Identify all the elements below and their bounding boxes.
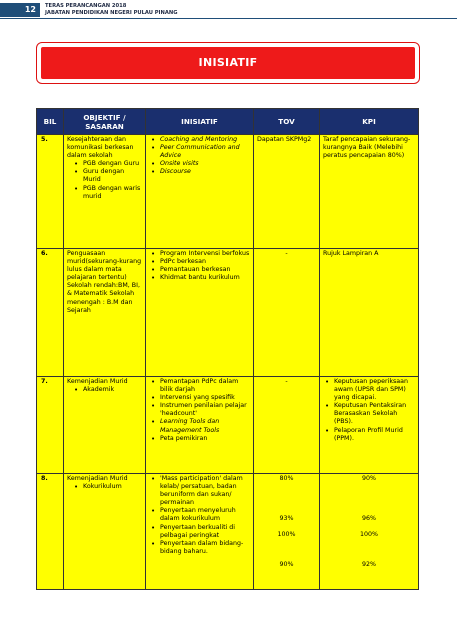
list-item: • PGB dengan Guru (67, 160, 142, 168)
list-item: • Peta pemikiran (149, 435, 250, 443)
table-row (37, 249, 419, 377)
cell-objektif: Penguasaan murid(sekurang-kurang lulus dalam mata pelajaran tertentu) Sekolah rendah:BM, BI, & Matematik Sekolah menengah : B.M dan Sejarah (64, 249, 146, 377)
cell-inisiatif (146, 249, 254, 377)
list-item: • Onsite visits (149, 160, 250, 168)
tov-value: 100% (277, 531, 296, 539)
cell-inisiatif (146, 135, 254, 249)
cell-kpi (320, 474, 419, 590)
page-title: INISIATIF (41, 47, 415, 79)
title-banner (36, 42, 420, 84)
kpi-value: 92% (362, 561, 376, 569)
kpi-value: 96% (362, 515, 376, 523)
cell-tov: - (254, 377, 320, 474)
cell-tov (254, 474, 320, 590)
cell-bil: 5. (37, 135, 64, 249)
list-item: • Penyertaan menyeluruh dalam kokurikulum (149, 507, 250, 523)
inisiatif-list (149, 475, 250, 556)
page-header (45, 3, 177, 16)
col-header-tov: TOV (254, 109, 320, 135)
list-item: • Intervensi yang spesifik (149, 394, 250, 402)
initiative-table (36, 108, 419, 590)
table-row (37, 377, 419, 474)
list-item: • Penyertaan berkualiti di pelbagai peringkat (149, 524, 250, 540)
table-row (37, 474, 419, 590)
list-item: • Keputusan peperiksaan awam (UPSR dan SPM) yang dicapai. (323, 378, 415, 402)
cell-kpi: Taraf pencapaian sekurang-kurangnya Baik (Melebihi peratus pencapaian 80%) (320, 135, 419, 249)
col-header-bil: BIL (37, 109, 64, 135)
kpi-value: 90% (362, 475, 376, 482)
list-item: • Program Intervensi berfokus (149, 250, 250, 258)
list-item: • Pemantauan berkesan (149, 266, 250, 274)
objektif-text: Kemenjadian Murid (67, 475, 128, 482)
list-item: • 'Mass participation' dalam kelab/ persatuan, badan beruniform dan sukan/ permainan (149, 475, 250, 507)
list-item: • Keputusan Pentaksiran Berasaskan Sekolah (PBS). (323, 402, 415, 426)
objektif-list (67, 160, 142, 200)
tov-value: 80% (279, 475, 294, 482)
kpi-list (323, 378, 415, 443)
list-item: • Khidmat bantu kurikulum (149, 274, 250, 282)
col-header-kpi: KPI (320, 109, 419, 135)
inisiatif-list (149, 250, 250, 282)
list-item: • PdPc berkesan (149, 258, 250, 266)
cell-kpi: Rujuk Lampiran A (320, 249, 419, 377)
list-item: • Penyertaan dalam bidang-bidang baharu. (149, 540, 250, 556)
cell-objektif (64, 377, 146, 474)
cell-objektif (64, 135, 146, 249)
objektif-text: Kesejahteraan dan komunikasi berkesan dalam sekolah (67, 136, 134, 160)
cell-bil: 8. (37, 474, 64, 590)
cell-tov: Dapatan SKPMg2 (254, 135, 320, 249)
objektif-list (67, 386, 142, 394)
cell-kpi (320, 377, 419, 474)
list-item: • Discourse (149, 168, 250, 176)
list-item: • PGB dengan waris murid (67, 185, 142, 201)
cell-bil: 7. (37, 377, 64, 474)
list-item: • Instrumen penilaian pelajar 'headcount' (149, 402, 250, 418)
objektif-list (67, 483, 142, 491)
list-item: • Coaching and Mentoring (149, 136, 250, 144)
objektif-text: Kemenjadian Murid (67, 378, 128, 385)
cell-inisiatif (146, 377, 254, 474)
inisiatif-list (149, 378, 250, 443)
col-header-inisiatif: INISIATIF (146, 109, 254, 135)
list-item: • Akademik (67, 386, 142, 394)
table-row (37, 135, 419, 249)
header-divider (0, 18, 457, 19)
table-header-row (37, 109, 419, 135)
list-item: • Pelaporan Profil Murid (PPM). (323, 427, 415, 443)
tov-value: 93% (279, 515, 294, 523)
cell-bil: 6. (37, 249, 64, 377)
list-item: • Pemantapan PdPc dalam bilik darjah (149, 378, 250, 394)
tov-value: 90% (279, 561, 294, 569)
list-item: • Guru dengan Murid (67, 168, 142, 184)
list-item: • Kokurikulum (67, 483, 142, 491)
cell-objektif (64, 474, 146, 590)
page-number: 12 (0, 3, 40, 17)
header-line-1: TERAS PERANCANGAN 2018 (45, 3, 127, 9)
list-item: • Learning Tools dan Management Tools (149, 418, 250, 434)
list-item: • Peer Communication and Advice (149, 144, 250, 160)
header-line-2: JABATAN PENDIDIKAN NEGERI PULAU PINANG (45, 9, 178, 16)
cell-tov: - (254, 249, 320, 377)
col-header-objektif: OBJEKTIF / SASARAN (64, 109, 146, 135)
inisiatif-list (149, 136, 250, 176)
kpi-value: 100% (359, 531, 378, 539)
cell-inisiatif (146, 474, 254, 590)
